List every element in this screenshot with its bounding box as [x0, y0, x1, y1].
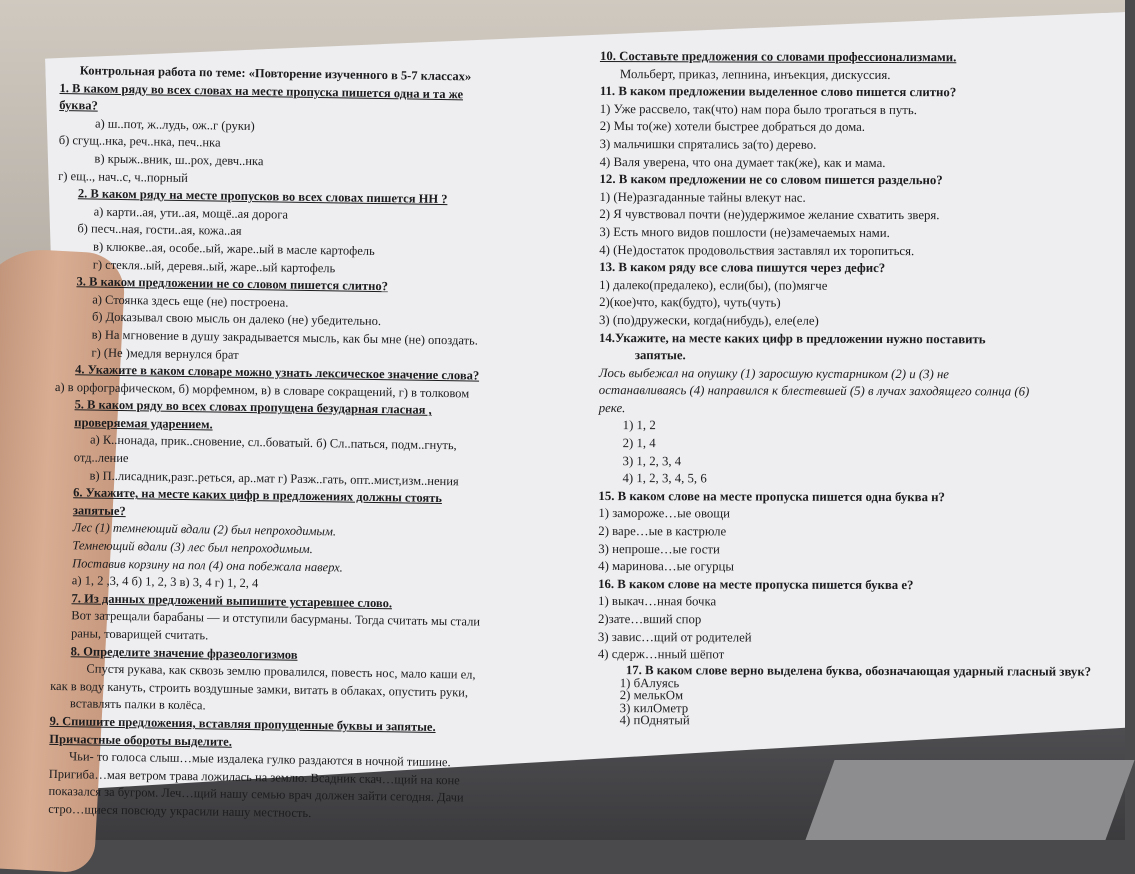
right-line: 2) 1, 4 [622, 436, 656, 451]
right-line: 2) мелькОм [619, 688, 684, 703]
left-line: Контрольная работа по теме: «Повторение изученного в 5-7 классах» [79, 63, 472, 84]
right-line: 1) 1, 2 [622, 418, 656, 433]
left-line: г) (Не )медля вернулся брат [91, 345, 239, 362]
desk-object [805, 760, 1134, 840]
left-line: отд..ление [73, 450, 129, 466]
right-line: 4) пОднятый [619, 713, 690, 728]
left-line: г) ещ.., нач..с, ч..порный [58, 168, 188, 185]
left-line: буква? [59, 98, 98, 113]
right-line: Лось выбежал на опушку (1) заросшую кустарником (2) и (3) не [598, 365, 950, 381]
right-line: 3) завис…щий от родителей [597, 629, 752, 645]
right-line: 1) выкач…нная бочка [598, 594, 717, 609]
right-line: 2)зате…вший спор [597, 611, 702, 627]
left-line: вставлять палки в колёса. [69, 696, 206, 713]
right-line: 3) (по)дружески, когда(нибудь), еле(еле) [599, 312, 819, 328]
right-line: 3) непроше…ые гости [598, 541, 720, 557]
right-line: 3) 1, 2, 3, 4 [622, 453, 682, 468]
right-line: 13. В каком ряду все слова пишутся через дефис? [599, 260, 886, 276]
left-line: стро…щиеся повсюду украсили нашу местность. [48, 801, 312, 820]
left-line: а) карти..ая, ути..ая, мощё..ая дорога [93, 204, 289, 222]
right-line: 1) далеко(предалеко), если(бы), (по)мягче [599, 277, 828, 293]
left-line: Темнеющий вдали (3) лес был непроходимым. [72, 538, 313, 557]
right-line: 4) 1, 2, 3, 4, 5, 6 [622, 471, 707, 486]
left-line: запятые? [72, 503, 126, 518]
right-line: 1) (Не)разгаданные тайны влекут нас. [599, 189, 806, 205]
right-line: 4) (Не)достаток продовольствия заставлял их торопиться. [599, 242, 915, 258]
right-line: 2) Я чувствовал почти (не)удержимое желание схватить зверя. [599, 207, 940, 223]
left-line: 7. Из данных предложений выпишите устаревшее слово. [71, 591, 393, 611]
right-line: 17. В каком слове верно выделена буква, обозначающая ударный гласный звук? [625, 662, 1092, 679]
right-line: 4) Валя уверена, что она думает так(же), как и мама. [599, 154, 886, 170]
right-line: 1) бАлуясь [619, 675, 680, 691]
right-line: реке. [598, 400, 626, 415]
left-column [48, 62, 560, 826]
left-line: 3. В каком предложении не со словом пишется слитно? [76, 274, 388, 294]
left-line: 8. Определите значение фразеологизмов [70, 643, 298, 662]
left-line: 9. Спишите предложения, вставляя пропущенные буквы и запятые. [49, 713, 436, 734]
left-line: в) крыж..вник, ш..рох, девч..нка [94, 151, 264, 169]
right-line: 15. В каком слове на месте пропуска пишется одна буква н? [598, 488, 945, 505]
right-line: 3) мальчишки спрятались за(то) дерево. [599, 136, 817, 152]
left-line: Пригиба…мая ветром трава ложилась на землю. Всадник скач…щий на коне [48, 766, 460, 788]
right-line: 12. В каком предложении не со словом пишется раздельно? [599, 172, 943, 188]
left-line: 5. В каком ряду во всех словах пропущена безударная гласная , [74, 397, 432, 418]
left-line: б) сгущ..нка, реч..нка, печ..нка [58, 133, 221, 150]
right-line: 14.Укажите, на месте каких цифр в предложении нужно поставить [598, 330, 986, 346]
right-line: 10. Составьте предложения со словами профессионализмами. [599, 48, 957, 65]
right-line: 4) маринова…ые огурцы [598, 559, 734, 574]
right-line: Мольберт, приказ, лепнина, инъекция, дискуссия. [619, 66, 891, 82]
right-line: 3) килОметр [619, 700, 689, 716]
left-line: Поставив корзину на пол (4) она побежала наверх. [72, 555, 343, 575]
left-line: Вот затрещали барабаны — и отступили басурманы. Тогда считать мы стали [71, 608, 481, 630]
left-line: показался за бугром. Леч…щий нашу семью врач должен зайти сегодня. Дачи [48, 784, 464, 805]
right-line: 2) Мы то(же) хотели быстрее добраться до дома. [599, 119, 866, 135]
left-line: 6. Укажите, на месте каких цифр в предложениях должны стоять [73, 485, 443, 506]
right-line: 11. В каком предложении выделенное слово пишется слитно? [599, 84, 957, 100]
left-line: Чьи- то голоса слыш…мые издалека гулко раздаются в ночной тишине. [68, 749, 451, 770]
left-line: Спустя рукава, как сквозь землю провалился, повесть нос, мало каши ел, [86, 661, 476, 682]
left-line: б) Доказывал свою мысль он далеко (не) убедительно. [91, 309, 382, 329]
right-line: 16. В каком слове на месте пропуска пишется буква е? [598, 576, 914, 592]
right-line: 2)(кое)что, как(будто), чуть(чуть) [599, 295, 781, 310]
left-line: а) 1, 2 ,3, 4 б) 1, 2, 3 в) 3, 4 г) 1, 2, 4 [71, 573, 259, 591]
left-line: в) клюкве..ая, особе..ый, жаре..ый в масле картофель [92, 239, 375, 258]
left-line: как в воду кануть, строить воздушные замки, витать в облаках, опустить руки, [50, 678, 469, 700]
right-line: 1) Уже рассвело, так(что) нам пора было трогаться в путь. [599, 101, 917, 117]
left-line: раны, товарищей считать. [70, 626, 209, 643]
left-line: а) ш..пот, ж..лудь, ож..г (руки) [94, 116, 255, 133]
right-column [597, 48, 1092, 728]
left-line: в) П..лисадник,разг..реться, ар..мат г) Разж..гать, опт..мист,изм..нения [89, 468, 459, 488]
right-line: 1) замороже…ые овощи [598, 506, 731, 521]
left-line: Лес (1) темнеющий вдали (2) был непроходимым. [72, 520, 337, 539]
left-line: в) На мгновение в душу закрадывается мысль, как бы мне (не) опоздать. [91, 327, 479, 348]
left-line: Причастные обороты выделите. [49, 731, 233, 749]
left-line: а) в орфографическом, б) морфемном, в) в словаре сокращений, г) в толковом [54, 379, 470, 401]
left-line: г) стекля..ый, деревя..ый, жаре..ый картофель [92, 257, 336, 275]
left-line: 1. В каком ряду во всех словах на месте пропуска пишется одна и та же [59, 80, 464, 101]
right-line: 3) Есть много видов пошлости (не)замечаемых нами. [599, 224, 890, 240]
left-line: проверяемая ударением. [74, 415, 213, 432]
left-line: а) Стоянка здесь еще (не) построена. [92, 292, 289, 310]
left-line: 4. Укажите в каком словаре можно узнать лексическое значение слова? [75, 362, 480, 383]
right-line: запятые. [634, 348, 686, 363]
right-line: 2) варе…ые в кастрюле [598, 524, 727, 539]
right-line: останавливаясь (4) направился к блестевшей (5) в лучах заходящего солнца (6) [598, 383, 1030, 399]
right-line: 4) сдерж…нный шёпот [597, 647, 725, 662]
left-line: 2. В каком ряду на месте пропусков во всех словах пишется НН ? [77, 186, 448, 207]
left-line: б) песч..ная, гости..ая, кожа..ая [77, 221, 242, 239]
left-line: а) К..нонада, прик..сновение, сл..боватый. б) Сл..паться, подм..гнуть, [89, 432, 457, 453]
